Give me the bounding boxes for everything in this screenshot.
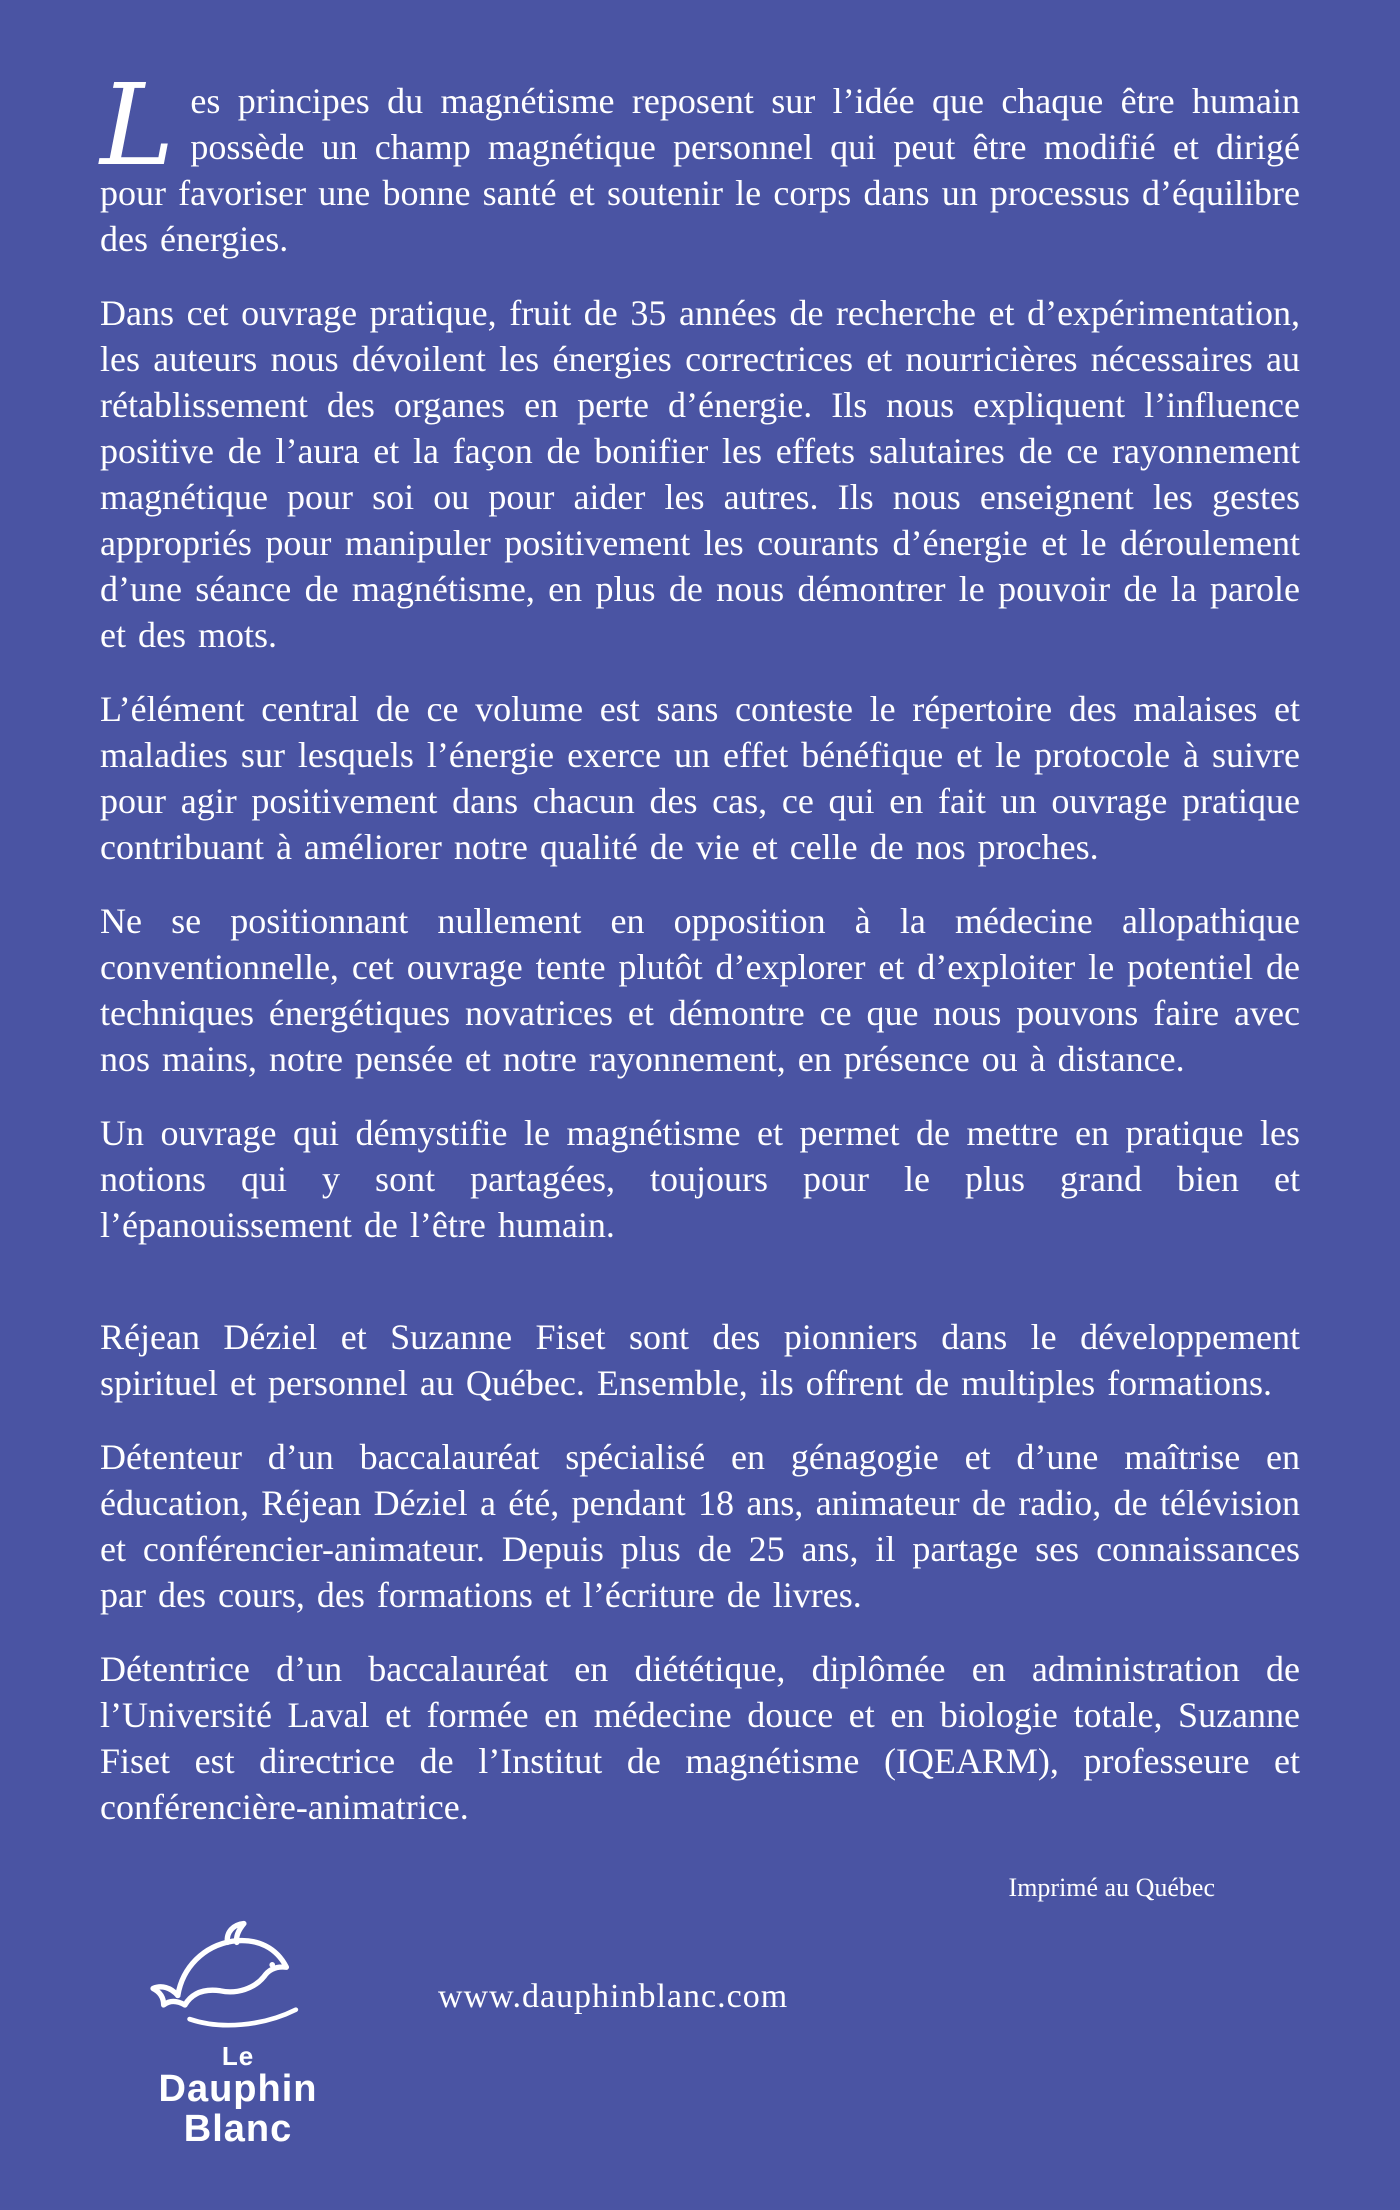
synopsis-paragraph-1 xyxy=(100,61,1300,262)
publisher-website: www.dauphinblanc.com xyxy=(438,1978,789,2015)
authors-bio-section xyxy=(100,1314,1300,1830)
publisher-name-line3: Blanc xyxy=(183,2108,293,2150)
synopsis-paragraph-2: Dans cet ouvrage pratique, fruit de 35 années de recherche et d’expérimentation, les auteurs nous dévoilent les énergies correctrices et nourricières nécessaires au rétablissement des organes en perte d’énergie. Ils nous expliquent l’influence positive de l’aura et la façon de bonifier les effets salutaires de ce rayonnement magnétique pour soi ou pour aider les autres. Ils nous enseignent les gestes appropriés pour manipuler positivement les courants d’énergie et le déroulement d’une séance de magnétisme, en plus de nous démontrer le pouvoir de la parole et des mots. xyxy=(100,293,1300,655)
publisher-name xyxy=(128,2043,348,2149)
dolphin-icon xyxy=(128,1920,348,2043)
synopsis-paragraph-4: Ne se positionnant nullement en opposition à la médecine allopathique conventionnelle, cet ouvrage tente plutôt d’explorer et d’exploiter le potentiel de techniques énergétiques novatrices et démontre ce que nous pouvons faire avec nos mains, notre pensée et notre rayonnement, en présence ou à distance. xyxy=(100,901,1300,1079)
synopsis-section xyxy=(100,61,1300,1248)
imprint-notice: Imprimé au Québec xyxy=(1008,1873,1215,1902)
synopsis-paragraph-1-text: es principes du magnétisme reposent sur l’idée que chaque être humain possède un champ magnétique personnel qui peut être modifié et dirigé pour favoriser une bonne santé et soutenir le corps dans un processus d’équilibre des énergies. xyxy=(100,81,1300,259)
synopsis-paragraph-3: L’élément central de ce volume est sans conteste le répertoire des malaises et maladies sur lesquels l’énergie exerce un effet bénéfique et le protocole à suivre pour agir positivement dans chacun des cas, ce qui en fait un ouvrage pratique contribuant à améliorer notre qualité de vie et celle de nos proches. xyxy=(100,689,1300,867)
publisher-name-line2: Dauphin xyxy=(158,2068,318,2110)
publisher-logo xyxy=(128,1920,348,2149)
publisher-name-line1: Le xyxy=(221,2041,255,2071)
bio-paragraph-3: Détentrice d’un baccalauréat en diététique, diplômée en administration de l’Université Laval et formée en médecine douce et en biologie totale, Suzanne Fiset est directrice de l’Institut de magnétisme (IQEARM), professeure et conférencière-animatrice. xyxy=(100,1649,1300,1827)
bio-paragraph-2: Détenteur d’un baccalauréat spécialisé en génagogie et d’une maîtrise en éducation, Réjean Déziel a été, pendant 18 ans, animateur de radio, de télévision et conférencier-animateur. Depuis plus de 25 ans, il partage ses connaissances par des cours, des formations et l’écriture de livres. xyxy=(100,1437,1300,1615)
synopsis-paragraph-5: Un ouvrage qui démystifie le magnétisme et permet de mettre en pratique les notions qui y sont partagées, toujours pour le plus grand bien et l’épanouissement de l’être humain. xyxy=(100,1113,1300,1245)
bio-paragraph-1: Réjean Déziel et Suzanne Fiset sont des pionniers dans le développement spirituel et personnel au Québec. Ensemble, ils offrent de multiples formations. xyxy=(100,1317,1300,1403)
drop-cap: L xyxy=(100,61,175,191)
